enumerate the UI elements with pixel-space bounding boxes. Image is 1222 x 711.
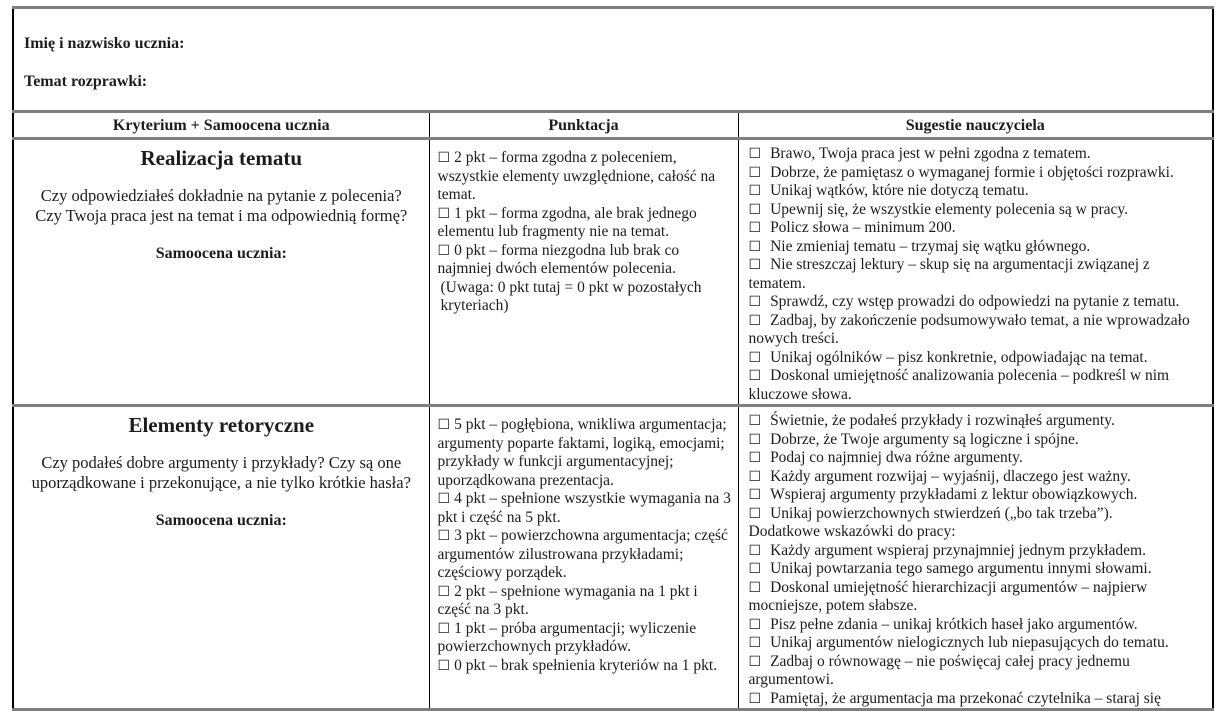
checkbox-icon[interactable]: ☐ xyxy=(748,164,762,181)
checkbox-icon[interactable]: ☐ xyxy=(748,616,762,633)
scoring-option xyxy=(438,416,732,490)
checkbox-icon[interactable]: ☐ xyxy=(437,528,451,544)
suggestion-text: Wspieraj argumenty przykładami z lektur obowiązkowych. xyxy=(770,486,1138,503)
scoring-option-text: 0 pkt – forma niezgodna lub brak co najmniej dwóch elementów polecenia. xyxy=(437,241,680,277)
info-cell xyxy=(13,8,1213,112)
self-assessment-label: Samoocena ucznia: xyxy=(155,245,287,262)
suggestion-item xyxy=(749,653,1205,690)
suggestion-item xyxy=(749,182,1205,201)
checkbox-icon[interactable]: ☐ xyxy=(437,417,451,433)
checkbox-icon[interactable]: ☐ xyxy=(748,487,762,503)
suggestion-item xyxy=(749,412,1205,431)
scoring-option xyxy=(438,242,732,279)
suggestion-item xyxy=(749,312,1205,349)
suggestion-text: Nie streszczaj lektury – skup się na argumentacji związanej z tematem. xyxy=(748,256,1150,292)
essay-topic-label: Temat rozprawki: xyxy=(24,73,148,90)
checkbox-icon[interactable]: ☐ xyxy=(748,238,762,255)
column-header-criterion: Kryterium + Samoocena ucznia xyxy=(13,112,429,139)
scoring-option-text: 5 pkt – pogłębiona, wnikliwa argumentacja; argumenty poparte faktami, logiką, emocjami; przykłady w funkcji argumentacyjnej; uporządkowana prezentacja. xyxy=(437,416,727,489)
checkbox-icon[interactable]: ☐ xyxy=(437,150,451,166)
suggestion-text: Unikaj powierzchownych stwierdzeń („bo tak trzeba”). xyxy=(770,504,1113,522)
suggestion-text: Doskonal umiejętność hierarchizacji argumentów – najpierw mocniejsze, potem słabsze. xyxy=(748,578,1148,614)
table-row-realizacja-tematu xyxy=(13,139,1213,406)
info-row xyxy=(13,8,1213,112)
checkbox-icon[interactable]: ☐ xyxy=(748,294,762,310)
suggestion-item xyxy=(749,505,1205,524)
suggestion-text: Upewnij się, że wszystkie elementy polecenia są w pracy. xyxy=(770,200,1129,218)
column-header-scoring: Punktacja xyxy=(429,112,738,139)
suggestion-item xyxy=(749,367,1205,404)
scoring-cell xyxy=(429,406,738,710)
checkbox-icon[interactable]: ☐ xyxy=(437,657,451,674)
suggestion-item xyxy=(749,238,1205,257)
document-page xyxy=(0,6,1222,707)
scoring-option-text: 0 pkt – brak spełnienia kryteriów na 1 pkt. xyxy=(454,656,718,674)
suggestion-item xyxy=(749,616,1205,635)
scoring-option-text: 4 pkt – spełnione wszystkie wymagania na 3 pkt i część na 5 pkt. xyxy=(437,490,731,526)
suggestion-text: Zadbaj o równowagę – nie poświęcaj całej pracy jednemu argumentowi. xyxy=(748,652,1130,688)
criterion-cell xyxy=(13,139,429,406)
suggestion-text: Unikaj powtarzania tego samego argumentu innymi słowami. xyxy=(770,560,1152,577)
suggestion-item xyxy=(749,164,1205,183)
suggestion-item xyxy=(749,449,1205,468)
scoring-option xyxy=(438,149,732,205)
criterion-question: Czy odpowiedziałeś dokładnie na pytanie z polecenia? Czy Twoja praca jest na temat i ma odpowiednią formę? xyxy=(35,186,408,225)
scoring-option xyxy=(438,490,732,527)
scoring-option-text: 2 pkt – forma zgodna z poleceniem, wszystkie elementy uwzględnione, całość na temat. xyxy=(437,149,716,203)
suggestion-item xyxy=(749,431,1205,450)
checkbox-icon[interactable]: ☐ xyxy=(437,620,451,637)
scoring-option xyxy=(438,205,732,242)
scoring-option-text: 2 pkt – spełnione wymagania na 1 pkt i część na 3 pkt. xyxy=(437,582,698,618)
suggestion-text: Sprawdź, czy wstęp prowadzi do odpowiedzi na pytanie z tematu. xyxy=(770,293,1180,310)
suggestion-item xyxy=(749,560,1205,579)
checkbox-icon[interactable]: ☐ xyxy=(437,491,451,507)
suggestion-item xyxy=(749,579,1205,616)
checkbox-icon[interactable]: ☐ xyxy=(437,242,451,259)
suggestion-text: Każdy argument wspieraj przynajmniej jednym przykładem. xyxy=(770,541,1146,559)
suggestion-text: Świetnie, że podałeś przykłady i rozwinąłeś argumenty. xyxy=(770,412,1115,429)
checkbox-icon[interactable]: ☐ xyxy=(748,635,762,651)
suggestion-item xyxy=(749,542,1205,561)
suggestion-item xyxy=(749,349,1205,368)
checkbox-icon[interactable]: ☐ xyxy=(748,542,762,559)
suggestion-item xyxy=(749,293,1205,312)
checkbox-icon[interactable]: ☐ xyxy=(748,220,762,236)
criterion-cell xyxy=(13,406,429,710)
suggestion-item xyxy=(749,690,1205,709)
suggestions-subheading: Dodatkowe wskazówki do pracy: xyxy=(748,523,956,540)
suggestion-text: Pisz pełne zdania – unikaj krótkich haseł jako argumentów. xyxy=(770,615,1138,633)
self-assessment-label: Samoocena ucznia: xyxy=(155,512,287,529)
suggestion-text: Unikaj argumentów nielogicznych lub niepasujących do tematu. xyxy=(770,634,1169,651)
suggestion-text: Podaj co najmniej dwa różne argumenty. xyxy=(770,449,1023,466)
scoring-cell xyxy=(429,139,738,406)
checkbox-icon[interactable]: ☐ xyxy=(748,349,762,366)
suggestion-item xyxy=(749,219,1205,238)
criterion-question: Czy podałeś dobre argumenty i przykłady? Czy są one uporządkowane i przekonujące, a nie tylko krótkie hasła? xyxy=(31,453,411,492)
column-header-suggestions: Sugestie nauczyciela xyxy=(738,112,1213,139)
checkbox-icon[interactable]: ☐ xyxy=(748,653,762,670)
checkbox-icon[interactable]: ☐ xyxy=(748,257,762,273)
suggestion-item xyxy=(749,201,1205,220)
scoring-option xyxy=(438,583,732,620)
checkbox-icon[interactable]: ☐ xyxy=(748,505,762,522)
table-header-row xyxy=(13,112,1213,139)
scoring-option xyxy=(438,527,732,583)
checkbox-icon[interactable]: ☐ xyxy=(748,468,762,485)
suggestion-text: Pamiętaj, że argumentacja ma przekonać czytelnika – staraj się xyxy=(770,689,1161,707)
checkbox-icon[interactable]: ☐ xyxy=(748,579,762,596)
student-name-label: Imię i nazwisko ucznia: xyxy=(24,35,185,52)
table-row-elementy-retoryczne xyxy=(13,406,1213,710)
scoring-option xyxy=(438,620,732,657)
scoring-option xyxy=(438,657,732,676)
checkbox-icon[interactable]: ☐ xyxy=(437,583,451,600)
suggestion-item xyxy=(749,145,1205,164)
suggestion-item xyxy=(749,468,1205,487)
suggestions-cell xyxy=(738,139,1213,406)
checkbox-icon[interactable]: ☐ xyxy=(748,431,762,448)
suggestions-cell xyxy=(738,406,1213,710)
scoring-option-text: 1 pkt – forma zgodna, ale brak jednego elementu lub fragmenty nie na temat. xyxy=(437,204,697,240)
suggestion-item xyxy=(749,486,1205,505)
suggestion-item xyxy=(749,634,1205,653)
suggestion-text: Brawo, Twoja praca jest w pełni zgodna z tematem. xyxy=(770,145,1091,162)
checkbox-icon[interactable]: ☐ xyxy=(437,205,451,222)
scoring-option-text: 1 pkt – próba argumentacji; wyliczenie powierzchownych przykładów. xyxy=(437,619,697,655)
suggestion-text: Doskonal umiejętność analizowania polecenia – podkreśl w nim kluczowe słowa. xyxy=(748,367,1170,403)
suggestion-text: Każdy argument rozwijaj – wyjaśnij, dlaczego jest ważny. xyxy=(770,467,1131,485)
suggestion-text: Dobrze, że pamiętasz o wymaganej formie i objętości rozprawki. xyxy=(770,163,1174,181)
rubric-table xyxy=(12,6,1214,711)
suggestion-text: Unikaj wątków, które nie dotyczą tematu. xyxy=(770,182,1029,199)
checkbox-icon[interactable]: ☐ xyxy=(748,312,762,329)
checkbox-icon[interactable]: ☐ xyxy=(748,146,762,162)
criterion-title: Elementy retoryczne xyxy=(128,413,315,437)
criterion-title: Realizacja tematu xyxy=(140,146,303,170)
checkbox-icon[interactable]: ☐ xyxy=(748,413,762,429)
suggestion-text: Zadbaj, by zakończenie podsumowywało temat, a nie wprowadzało nowych treści. xyxy=(748,311,1190,347)
scoring-note: (Uwaga: 0 pkt tutaj = 0 pkt w pozostałych kryteriach) xyxy=(440,278,702,314)
checkbox-icon[interactable]: ☐ xyxy=(748,690,762,707)
suggestion-text: Dobrze, że Twoje argumenty są logiczne i spójne. xyxy=(770,430,1079,448)
suggestion-item xyxy=(749,256,1205,293)
suggestion-text: Nie zmieniaj tematu – trzymaj się wątku głównego. xyxy=(770,237,1091,255)
checkbox-icon[interactable]: ☐ xyxy=(748,201,762,218)
checkbox-icon[interactable]: ☐ xyxy=(748,450,762,466)
suggestion-text: Policz słowa – minimum 200. xyxy=(770,219,956,236)
checkbox-icon[interactable]: ☐ xyxy=(748,183,762,199)
checkbox-icon[interactable]: ☐ xyxy=(748,368,762,384)
suggestion-text: Unikaj ogólników – pisz konkretnie, odpowiadając na temat. xyxy=(770,348,1148,366)
checkbox-icon[interactable]: ☐ xyxy=(748,561,762,577)
scoring-option-text: 3 pkt – powierzchowna argumentacja; część argumentów zilustrowana przykładami; częściowy porządek. xyxy=(437,527,728,581)
